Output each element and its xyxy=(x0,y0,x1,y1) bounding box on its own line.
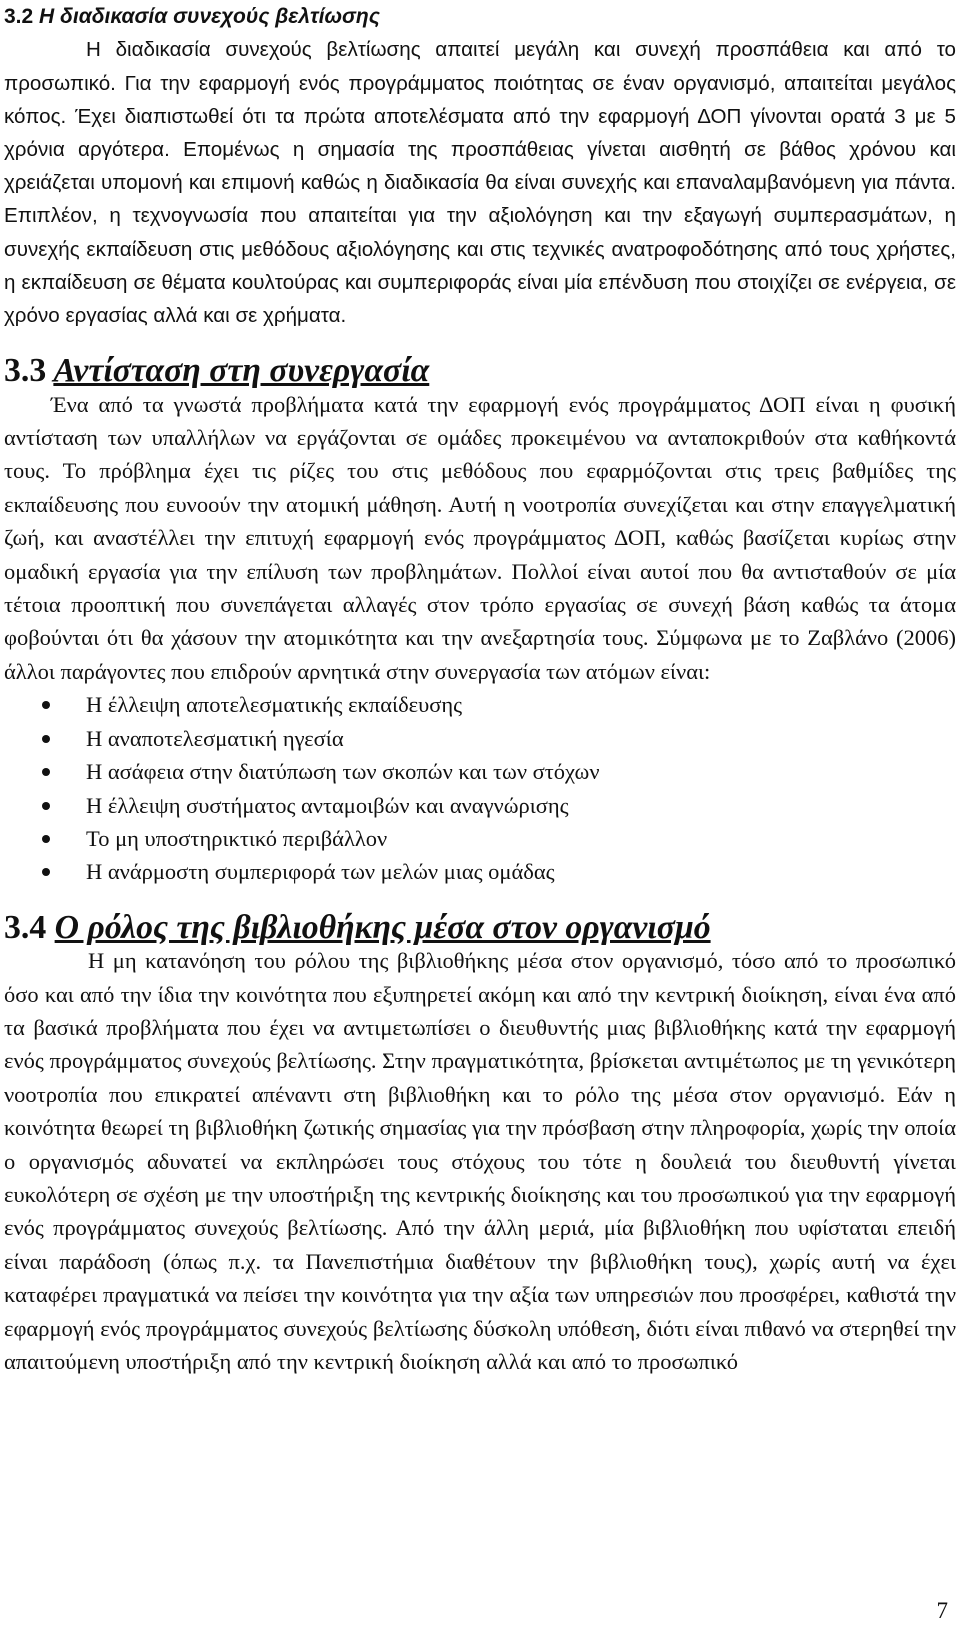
section-3-2-heading xyxy=(4,0,956,33)
bullet-icon xyxy=(42,802,50,810)
section-3-4-number: 3.4 xyxy=(4,908,47,946)
list-item-text: Η ανάρμοστη συμπεριφορά των μελών μιας ομάδας xyxy=(86,859,555,885)
list-item xyxy=(4,822,956,855)
list-item xyxy=(4,688,956,721)
section-3-3-paragraph: Ένα από τα γνωστά προβλήματα κατά την εφαρμογή ενός προγράμματος ΔΟΠ είναι η φυσική αντίσταση των υπαλλήλων να εργάζονται σε ομάδες προκειμένου να ανταποκριθούν στα καθήκοντά τους. Το πρόβλημα έχει τις ρίζες του στις μεθόδους που εφαρμόζονται στις τρεις βαθμίδες της εκπαίδευσης που ευνοούν την ατομική μάθηση. Αυτή η νοοτροπία συνεχίζεται και στην επαγγελματική ζωή, και αναστέλλει την επιτυχή εφαρμογή ενός προγράμματος ΔΟΠ, καθώς βασίζεται κυρίως στην ομαδική εργασία για την επίλυση των προβλημάτων. Πολλοί είναι αυτοί που θα αντισταθούν σε μία τέτοια προοπτική που συνεπάγεται αλλαγές στον τρόπο εργασίας σε συνεχή βάση καθώς τα άτομα φοβούνται ότι θα χάσουν την ατομικότητα και την ανεξαρτησία τους. Σύμφωνα με το Ζαβλάνο (2006) άλλοι παράγοντες που επιδρούν αρνητικά στην συνεργασία των ατόμων είναι: xyxy=(4,391,956,684)
bullet-icon xyxy=(42,868,50,876)
section-3-3-title: Αντίσταση στη συνεργασία xyxy=(53,352,430,390)
list-item-text: Η αναποτελεσματική ηγεσία xyxy=(86,725,344,751)
factors-list xyxy=(4,688,956,888)
section-3-3-number: 3.3 xyxy=(4,352,47,390)
section-3-2-number: 3.2 xyxy=(4,5,34,28)
bullet-icon xyxy=(42,735,50,743)
bullet-icon xyxy=(42,835,50,843)
section-3-4-heading xyxy=(4,908,956,946)
list-item-text: Το μη υποστηρικτικό περιβάλλον xyxy=(86,825,388,851)
page-number: 7 xyxy=(936,1597,948,1623)
section-3-4-paragraph: Η μη κατανόηση του ρόλου της βιβλιοθήκης μέσα στον οργανισμό, τόσο από το προσωπικό όσο και από την ίδια την κοινότητα που εξυπηρετεί ακόμη και από την κεντρική διοίκηση, είναι ένα από τα βασικά προβλήματα που έχει να αντιμετωπίσει ο διευθυντής μιας βιβλιοθήκης κατά την εφαρμογή ενός προγράμματος συνεχούς βελτίωσης. Στην πραγματικότητα, βρίσκεται αντιμέτωπος με τη γενικότερη νοοτροπία που επικρατεί απέναντι στη βιβλιοθήκη και το ρόλο της μέσα στον οργανισμό. Εάν η κοινότητα θεωρεί τη βιβλιοθήκη ζωτικής σημασίας για την πρόσβαση στην πληροφορία, χωρίς την οποία ο οργανισμός αδυνατεί να εκπληρώσει τους στόχους του τότε η δουλειά του διευθυντή γίνεται ευκολότερη σε σχέση με την υποστήριξη της κεντρικής διοίκησης και του προσωπικού για την εφαρμογή ενός προγράμματος συνεχούς βελτίωσης. Από την άλλη μεριά, μία βιβλιοθήκη που υφίσταται επειδή είναι παράδοση (όπως π.χ. τα Πανεπιστήμια διαθέτουν την βιβλιοθήκη τους), χωρίς αυτή να έχει καταφέρει πραγματικά να πείσει την κοινότητα για την αξία των υπηρεσιών που προσφέρει, καθιστά την εφαρμογή ενός προγράμματος συνεχούς βελτίωσης δύσκολη υπόθεση, διότι είναι πιθανό να στερηθεί την απαιτούμενη υποστήριξη από την κεντρική διοίκηση αλλά και από το προσωπικό xyxy=(4,948,956,1375)
section-3-2-paragraph: Η διαδικασία συνεχούς βελτίωσης απαιτεί μεγάλη και συνεχή προσπάθεια και από το προσωπικό. Για την εφαρμογή ενός προγράμματος ποιότητας σε έναν οργανισμό, απαιτείται μεγάλος κόπος. Έχει διαπιστωθεί ότι τα πρώτα αποτελέσματα από την εφαρμογή ΔΟΠ γίνονται ορατά 3 με 5 χρόνια αργότερα. Επομένως η σημασία της προσπάθειας γίνεται αισθητή σε βάθος χρόνου και χρειάζεται υπομονή και επιμονή καθώς η διαδικασία θα είναι συνεχής και επαναλαμβανόμενη για πάντα. Επιπλέον, η τεχνογνωσία που απαιτείται για την αξιολόγηση και την εξαγωγή συμπερασμάτων, η συνεχής εκπαίδευση στις μεθόδους αξιολόγησης και στις τεχνικές ανατροφοδότησης από τους χρήστες, η εκπαίδευση σε θέματα κουλτούρας και συμπεριφοράς είναι μία επένδυση που στοιχίζει σε ενέργεια, σε χρόνο εργασίας αλλά και σε χρήματα. xyxy=(4,38,956,328)
spacer xyxy=(4,889,956,911)
section-3-2-title: Η διαδικασία συνεχούς βελτίωσης xyxy=(39,5,380,28)
list-item-text: Η έλλειψη συστήματος ανταμοιβών και αναγνώρισης xyxy=(86,792,569,818)
list-item-text: Η ασάφεια στην διατύπωση των σκοπών και των στόχων xyxy=(86,759,600,785)
list-item xyxy=(4,755,956,788)
list-item-text: Η έλλειψη αποτελεσματικής εκπαίδευσης xyxy=(86,692,463,718)
list-item xyxy=(4,855,956,888)
list-item xyxy=(4,722,956,755)
document-page xyxy=(4,0,956,1378)
section-3-3-heading xyxy=(4,352,956,390)
bullet-icon xyxy=(42,768,50,776)
list-item xyxy=(4,789,956,822)
section-3-4-title: Ο ρόλος της βιβλιοθήκης μέσα στον οργανισμό xyxy=(54,908,711,946)
bullet-icon xyxy=(42,701,50,709)
spacer xyxy=(4,332,956,354)
